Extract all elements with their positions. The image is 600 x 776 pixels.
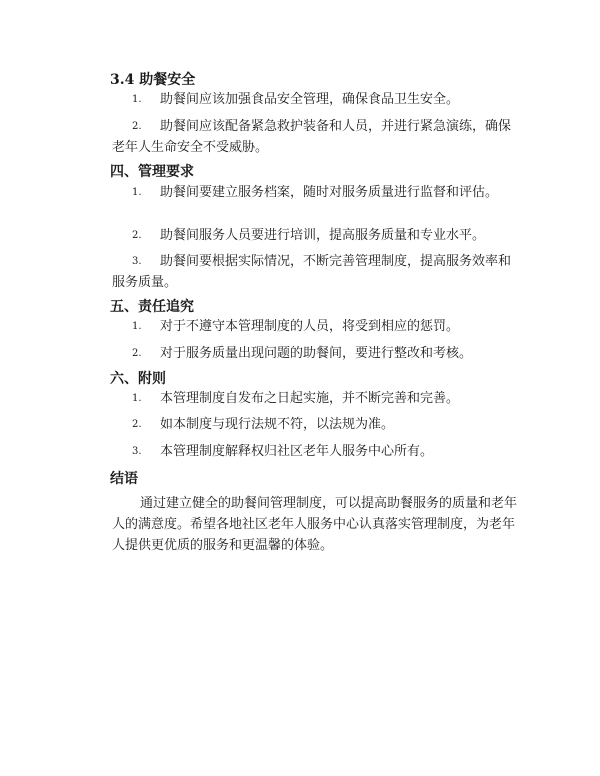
list-number: 1. <box>132 393 142 404</box>
list-number: 1. <box>132 94 142 105</box>
list-item <box>112 343 512 364</box>
conclusion-paragraph: 通过建立健全的助餐间管理制度，可以提高助餐服务的质量和老年人的满意度。希望各地社区老年人服务中心认真落实管理制度，为老年人提供更优质的服务和更温馨的体验。 <box>112 496 518 553</box>
section-heading-4: 四、管理要求 <box>110 164 194 180</box>
list-number: 1. <box>132 187 142 198</box>
section-heading-3-4: 3.4 助餐安全 <box>110 72 196 88</box>
list-text: 本管理制度自发布之日起实施，并不断完善和完善。 <box>160 391 460 406</box>
list-item <box>112 251 512 293</box>
list-text: 本管理制度解释权归社区老年人服务中心所有。 <box>160 444 434 459</box>
list-item <box>112 89 512 110</box>
list-item <box>112 441 512 462</box>
conclusion-heading: 结语 <box>110 471 138 487</box>
list-number: 2. <box>132 230 142 241</box>
list-text: 助餐间服务人员要进行培训，提高服务质量和专业水平。 <box>160 228 486 243</box>
list-item <box>112 116 512 158</box>
list-item <box>112 316 512 337</box>
list-text: 助餐间应该配备紧急救护装备和人员，并进行紧急演练，确保老年人生命安全不受威胁。 <box>112 119 512 155</box>
list-number: 1. <box>132 321 142 332</box>
list-item <box>112 182 512 203</box>
list-text: 助餐间要根据实际情况，不断完善管理制度，提高服务效率和服务质量。 <box>112 254 512 290</box>
list-number: 2. <box>132 348 142 359</box>
list-text: 对于不遵守本管理制度的人员，将受到相应的惩罚。 <box>160 319 460 334</box>
list-text: 对于服务质量出现问题的助餐间，要进行整改和考核。 <box>160 346 473 361</box>
list-text: 助餐间要建立服务档案，随时对服务质量进行监督和评估。 <box>160 185 499 200</box>
list-number: 2. <box>132 419 142 430</box>
list-item <box>112 414 512 435</box>
list-number: 3. <box>132 256 142 267</box>
section-heading-6: 六、附则 <box>110 371 166 387</box>
list-item <box>112 225 512 246</box>
section-heading-5: 五、责任追究 <box>110 299 194 315</box>
list-number: 2. <box>132 121 142 132</box>
list-text: 助餐间应该加强食品安全管理，确保食品卫生安全。 <box>160 92 460 107</box>
list-item <box>112 388 512 409</box>
list-text: 如本制度与现行法规不符，以法规为准。 <box>160 417 395 432</box>
list-number: 3. <box>132 446 142 457</box>
